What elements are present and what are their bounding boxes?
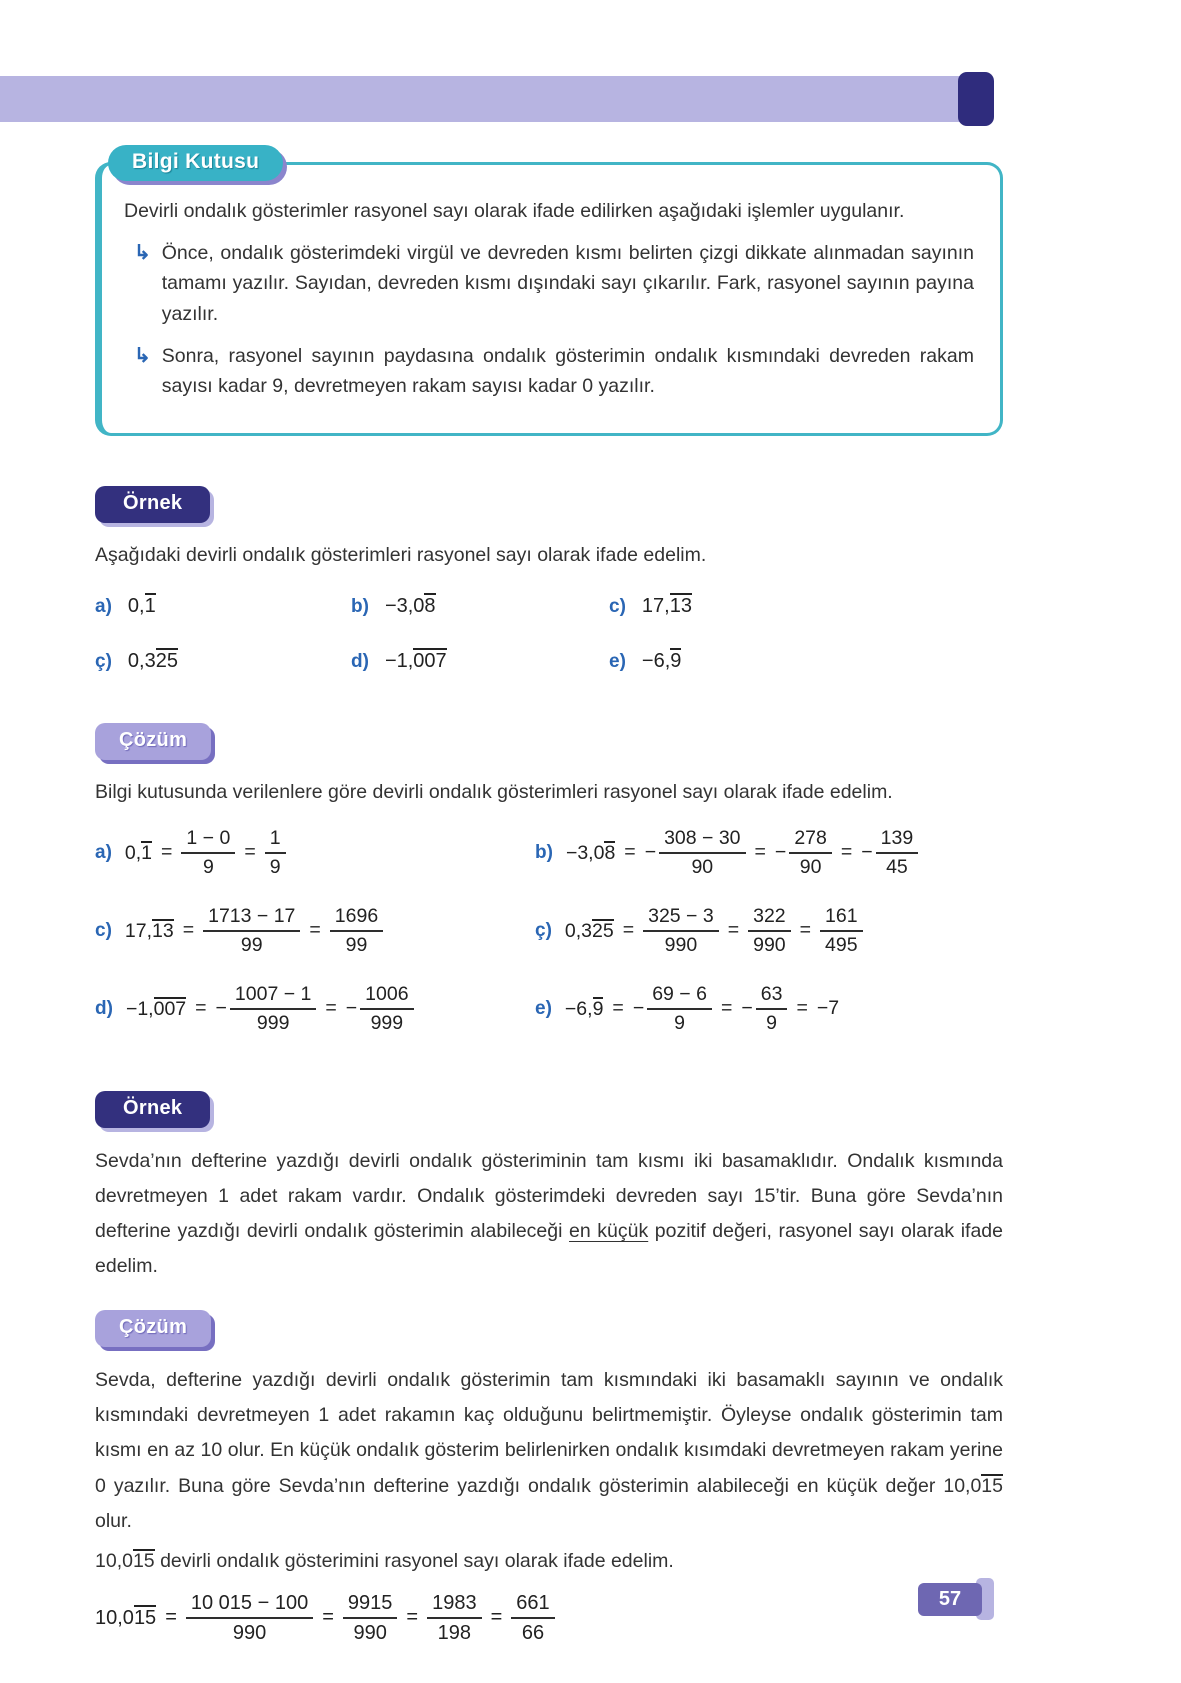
- numerator: 1006: [360, 982, 413, 1010]
- denominator: 90: [799, 855, 822, 878]
- equals-sign: =: [309, 919, 321, 942]
- repeating-digits: 15: [132, 1549, 155, 1572]
- repeating-decimal: [128, 593, 156, 618]
- denominator: 99: [240, 933, 263, 956]
- info-bullet: [134, 238, 974, 329]
- decimal-item: [609, 593, 1003, 618]
- equals-sign: =: [720, 997, 733, 1020]
- decimal-prefix: −6,: [564, 997, 593, 1020]
- repeating-decimal: [385, 648, 447, 673]
- item-label: ç): [95, 650, 112, 672]
- decimal-prefix: −3,0: [565, 841, 605, 864]
- decimal-prefix: 10,0: [943, 1474, 982, 1497]
- numerator: 278: [789, 826, 832, 854]
- problem-text: pozitif değeri, rasyonel sayı olarak ifade edelim.: [95, 1220, 1003, 1278]
- equals-sign: =: [325, 997, 337, 1020]
- repeating-digits: 9: [670, 649, 682, 672]
- denominator: 990: [232, 1621, 267, 1644]
- repeating-digits: 8: [424, 594, 436, 617]
- repeating-decimal: [125, 841, 152, 865]
- denominator: 9: [202, 855, 214, 878]
- solution-text: devirli ondalık gösterimini rasyonel sayı olarak ifade edelim.: [154, 1549, 674, 1572]
- repeating-digits: 25: [155, 649, 178, 672]
- numerator: 1007 − 1: [230, 982, 316, 1010]
- decimal-prefix: 0,3: [127, 649, 156, 672]
- fraction: [659, 826, 745, 881]
- numerator: 10 015 − 100: [186, 1590, 313, 1619]
- repeating-decimal: [128, 648, 178, 673]
- item-label: a): [95, 595, 112, 617]
- fraction: [360, 982, 413, 1037]
- equals-sign: =: [799, 919, 812, 942]
- fraction: [511, 1590, 554, 1646]
- inline-repeating-decimal: [943, 1475, 1003, 1497]
- denominator: 990: [664, 933, 698, 956]
- item-label: ç): [535, 919, 552, 941]
- repeating-decimal: [125, 919, 174, 943]
- fraction: [748, 904, 791, 959]
- equals-sign: =: [182, 919, 195, 942]
- page-content: [95, 140, 1003, 1646]
- example2-problem-text: [95, 1144, 1003, 1284]
- item-label: d): [351, 650, 369, 672]
- solution-badge: Çözüm: [95, 1310, 211, 1347]
- fraction: [330, 904, 383, 959]
- minus-sign: −: [774, 841, 787, 864]
- solution-text: Sevda, defterine yazdığı devirli ondalık gösterimin tam kısmındaki iki basamaklı sayının ve ondalık kısmındaki devretmeyen 1 adet rakamın kaç olduğunu belirtmemiştir. Öyleyse ondalık gösterimin tam kısmı en az 10 olur. En küçük ondalık gösterim belirlenirken ondalık kısımdaki devretmeyen rakam yerine 0 yazılır. Buna göre Sevda’nın defterine yazdığı ondalık gösterimin alabileceği en küçük değer: [95, 1369, 1003, 1497]
- denominator: 66: [521, 1621, 545, 1644]
- numerator: 161: [820, 904, 863, 932]
- numerator: 139: [876, 826, 919, 854]
- equals-sign: =: [165, 1606, 177, 1629]
- fraction: [756, 982, 788, 1037]
- repeating-decimal: [95, 1605, 156, 1630]
- solution-equation: [565, 904, 863, 959]
- info-bullet: [134, 341, 974, 401]
- item-label: d): [95, 997, 113, 1019]
- denominator: 198: [437, 1621, 472, 1644]
- repeating-decimal: [642, 648, 681, 673]
- final-equation: [95, 1590, 555, 1646]
- arrow-bullet-icon: ↳: [134, 242, 151, 265]
- repeating-decimal: [565, 997, 604, 1021]
- repeating-digits: 9: [592, 997, 604, 1020]
- page-number-badge: 57: [918, 1583, 982, 1616]
- denominator: 495: [825, 933, 858, 956]
- decimal-prefix: −6,: [641, 649, 671, 672]
- decimal-prefix: 0,3: [564, 919, 593, 942]
- info-bullet-text: Sonra, rasyonel sayının paydasına ondalık gösterimin ondalık kısmındaki devreden rakam sayısı kadar 9, devretmeyen rakam sayısı kadar 0 yazılır.: [161, 344, 974, 398]
- equals-sign: =: [490, 1606, 503, 1629]
- problem-text: Sevda’nın defterine yazdığı devirli ondalık gösteriminin tam kısmı iki basamaklıdır. Ondalık kısmında devretmeyen 1 adet rakam vardır. Ondalık gösterimdeki devreden sayı 15’tir. Buna göre Sevda’nın defterine yazdığı devirli ondalık gösterimin alabileceği: [95, 1149, 1003, 1243]
- decimal-item: [95, 593, 351, 618]
- equals-sign: =: [406, 1606, 419, 1629]
- minus-sign: −: [215, 997, 227, 1020]
- repeating-digits: 15: [981, 1474, 1003, 1497]
- solution-item: [95, 977, 535, 1041]
- repeating-digits: 1: [144, 594, 156, 617]
- decimal-prefix: −3,0: [384, 594, 425, 617]
- numerator: 1 − 0: [181, 826, 235, 854]
- numerator: 1696: [330, 904, 383, 932]
- solution-item: [535, 977, 1003, 1041]
- solution2-paragraph: [95, 1363, 1003, 1538]
- numerator: 322: [748, 904, 791, 932]
- decimal-prefix: −1,: [125, 997, 154, 1020]
- example2-section-title: [95, 1091, 1003, 1128]
- top-decorative-bar: [0, 76, 968, 122]
- repeating-digits: 1: [141, 841, 153, 864]
- solution-equation: [125, 904, 383, 959]
- example1-intro: Aşağıdaki devirli ondalık gösterimleri rasyonel sayı olarak ifade edelim.: [95, 544, 707, 567]
- denominator: 999: [256, 1011, 290, 1034]
- denominator: 990: [353, 1621, 387, 1644]
- repeating-decimal: [126, 997, 186, 1021]
- repeating-digits: 15: [133, 1607, 157, 1630]
- solution-equation: [126, 982, 414, 1037]
- decimal-prefix: 0,: [127, 594, 145, 617]
- denominator: 99: [345, 933, 368, 956]
- fraction: [789, 826, 832, 881]
- denominator: 90: [691, 855, 714, 878]
- info-box: [95, 150, 1003, 436]
- inline-repeating-decimal: [95, 1550, 155, 1572]
- item-label: c): [95, 919, 112, 941]
- solution2-closing-line: [95, 1545, 1003, 1578]
- equals-sign: =: [624, 841, 636, 864]
- repeating-digits: 13: [152, 919, 174, 942]
- fraction: [643, 904, 719, 959]
- decimal-prefix: 10,0: [95, 1607, 134, 1630]
- denominator: 999: [370, 1011, 404, 1034]
- numerator: 661: [511, 1590, 554, 1619]
- decimal-prefix: 0,: [124, 841, 142, 864]
- item-label: a): [95, 841, 112, 863]
- solution2-section-title: [95, 1310, 1003, 1347]
- numerator: 1: [265, 826, 286, 854]
- equals-sign: =: [840, 841, 853, 864]
- info-box-title-badge: Bilgi Kutusu: [108, 145, 283, 181]
- equals-sign: =: [195, 997, 207, 1020]
- example-badge: Örnek: [95, 1091, 210, 1128]
- decimal-item: [95, 648, 351, 673]
- denominator: 9: [269, 855, 281, 878]
- solution1-items: [95, 821, 1003, 1041]
- numerator: 308 − 30: [659, 826, 745, 854]
- solution-item: [95, 821, 535, 885]
- solution-item: [95, 899, 535, 963]
- info-bullet-text: Önce, ondalık gösterimdeki virgül ve devreden kısmı belirten çizgi dikkate alınmadan sayının tamamı yazılır. Sayıdan, devreden kısmı dışındaki sayı çıkarılır. Fark, rasyonel sayının payına yazılır.: [161, 242, 974, 325]
- item-label: e): [535, 997, 552, 1019]
- denominator: 9: [766, 1011, 778, 1034]
- denominator: 45: [886, 855, 908, 878]
- item-label: e): [609, 650, 626, 672]
- repeating-digits: 8: [604, 841, 616, 864]
- repeating-decimal: [566, 841, 615, 865]
- numerator: 9915: [343, 1590, 398, 1619]
- decimal-item: [351, 648, 609, 673]
- numerator: 63: [756, 982, 788, 1010]
- repeating-digits: 13: [669, 594, 692, 617]
- decimal-prefix: 10,0: [95, 1549, 133, 1572]
- fraction: [181, 826, 235, 881]
- example-badge: Örnek: [95, 486, 210, 523]
- decimal-item: [351, 593, 609, 618]
- equals-sign: =: [322, 1606, 334, 1629]
- numerator: 1983: [427, 1590, 482, 1619]
- fraction: [265, 826, 286, 881]
- repeating-decimal: [642, 593, 692, 618]
- info-box-intro: Devirli ondalık gösterimler rasyonel sayı olarak ifade edilirken aşağıdaki işlemler uygulanır.: [124, 200, 905, 222]
- solution1-intro: Bilgi kutusunda verilenlere göre devirli ondalık gösterimleri rasyonel sayı olarak ifade edelim.: [95, 780, 893, 803]
- equals-sign: =: [244, 841, 256, 864]
- numerator: 325 − 3: [643, 904, 719, 932]
- fraction: [427, 1590, 482, 1646]
- fraction: [876, 826, 919, 881]
- fraction: [203, 904, 300, 959]
- repeating-decimal: [385, 593, 436, 618]
- minus-sign: −: [632, 997, 645, 1020]
- repeating-decimal: [565, 919, 614, 943]
- solution-item: [535, 821, 1003, 885]
- numerator: 69 − 6: [647, 982, 712, 1010]
- repeating-digits: 007: [413, 649, 447, 672]
- minus-sign: −: [861, 841, 873, 864]
- decimal-prefix: 17,: [641, 594, 670, 617]
- equals-sign: =: [754, 841, 766, 864]
- minus-sign: −: [741, 997, 753, 1020]
- solution-text: olur.: [95, 1509, 132, 1532]
- arrow-bullet-icon: ↳: [134, 344, 151, 367]
- solution-equation: [125, 826, 286, 881]
- item-label: b): [351, 595, 369, 617]
- item-label: c): [609, 595, 626, 617]
- denominator: 990: [753, 933, 786, 956]
- decimal-item: [609, 648, 1003, 673]
- decimal-prefix: −1,: [384, 649, 414, 672]
- solution-item: [535, 899, 1003, 963]
- repeating-digits: 25: [592, 919, 614, 942]
- example1-section-title: [95, 486, 1003, 523]
- equals-sign: =: [796, 997, 808, 1020]
- minus-sign: −: [345, 997, 358, 1020]
- decimal-prefix: 17,: [124, 919, 153, 942]
- top-bar-accent: [958, 72, 994, 126]
- minus-sign: −: [644, 841, 657, 864]
- equals-sign: =: [612, 997, 624, 1020]
- equals-sign: =: [622, 919, 635, 942]
- fraction: [820, 904, 863, 959]
- fraction: [186, 1590, 313, 1646]
- equals-sign: =: [161, 841, 173, 864]
- result-value: −7: [816, 997, 840, 1020]
- numerator: 1713 − 17: [203, 904, 300, 932]
- solution-equation: [566, 826, 918, 881]
- example1-items: [95, 593, 1003, 673]
- repeating-digits: 007: [153, 997, 187, 1020]
- equals-sign: =: [727, 919, 740, 942]
- underlined-phrase: en küçük: [569, 1220, 649, 1243]
- fraction: [230, 982, 316, 1037]
- denominator: 9: [674, 1011, 686, 1034]
- item-label: b): [535, 841, 553, 863]
- fraction: [343, 1590, 398, 1646]
- solution-equation: [565, 982, 839, 1037]
- solution1-section-title: [95, 723, 1003, 760]
- fraction: [647, 982, 712, 1037]
- solution-badge: Çözüm: [95, 723, 211, 760]
